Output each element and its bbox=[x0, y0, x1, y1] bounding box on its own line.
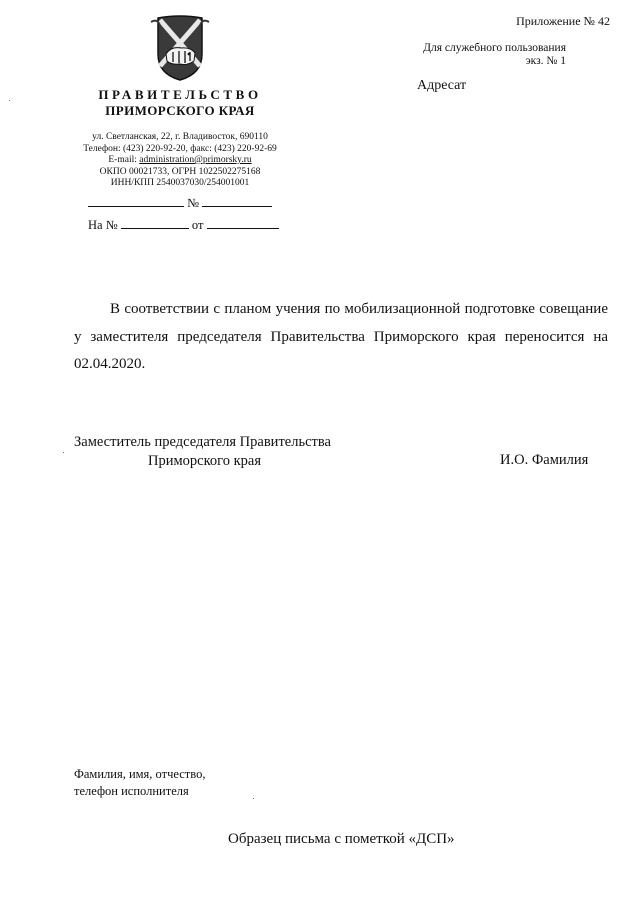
classification-label: Для служебного пользования bbox=[423, 42, 566, 54]
email-link[interactable]: administration@primorsky.ru bbox=[139, 155, 252, 165]
contact-details bbox=[62, 132, 298, 190]
org-name-line1: ПРАВИТЕЛЬСТВО bbox=[98, 87, 262, 102]
signatory-title bbox=[74, 433, 331, 471]
addressee: Адресат bbox=[417, 78, 467, 93]
reg-number-blank bbox=[202, 194, 272, 207]
email-line bbox=[62, 155, 298, 167]
address: ул. Светланская, 22, г. Владивосток, 690110 bbox=[92, 132, 268, 142]
sample-caption: Образец письма с пометкой «ДСП» bbox=[228, 831, 455, 847]
coat-of-arms-icon bbox=[149, 14, 211, 82]
signatory-title-line2: Приморского края bbox=[148, 453, 262, 469]
org-name-line2: ПРИМОРСКОГО КРАЯ bbox=[105, 103, 255, 118]
reply-to-label: На № bbox=[88, 218, 118, 232]
copy-number: экз. № 1 bbox=[525, 55, 566, 67]
executor-name: Фамилия, имя, отчество, bbox=[74, 767, 206, 781]
scan-speck bbox=[9, 100, 10, 101]
registration-line bbox=[88, 194, 272, 211]
okpo-ogrn: ОКПО 00021733, ОГРН 1022502275168 bbox=[99, 166, 261, 177]
organization-name bbox=[70, 87, 290, 119]
reg-number-label: № bbox=[187, 196, 200, 210]
date-blank bbox=[88, 194, 184, 207]
reply-date-blank bbox=[207, 216, 279, 229]
appendix-number: Приложение № 42 bbox=[516, 14, 610, 28]
scan-speck bbox=[63, 452, 64, 453]
executor-phone: телефон исполнителя bbox=[74, 784, 189, 798]
signatory-title-line1: Заместитель председателя Правительства bbox=[74, 434, 331, 450]
letter-body: В соответствии с планом учения по мобилизационной подготовке совещание у заместителя председателя Правительства Приморского края переносится на 02.04.2020. bbox=[74, 301, 608, 372]
email-label: E-mail: bbox=[108, 155, 140, 165]
inn-kpp: ИНН/КПП 2540037030/254001001 bbox=[110, 178, 250, 188]
reply-number-blank bbox=[121, 216, 189, 229]
classification-mark bbox=[416, 42, 566, 68]
reply-date-label: от bbox=[191, 218, 204, 232]
phone-fax: Телефон: (423) 220-92-20, факс: (423) 220-92-69 bbox=[83, 143, 277, 154]
scan-speck bbox=[253, 798, 254, 799]
signatory-name: И.О. Фамилия bbox=[500, 452, 589, 468]
executor-info bbox=[74, 766, 205, 800]
reply-reference-line bbox=[88, 216, 279, 233]
